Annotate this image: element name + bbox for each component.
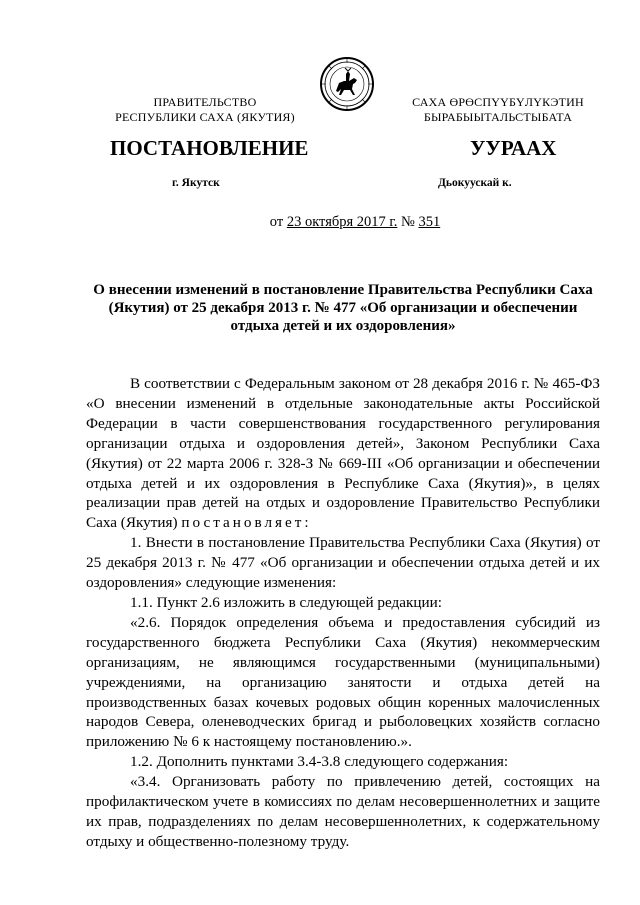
paragraph-item-2-6: «2.6. Порядок определения объема и предоставления субсидий из государственного бюджета Республики Саха (Якутия) некоммерческим организациям, не являющимся государственными (муниципальными) учреждениями, на организацию занятости и отдыха детей на производственных базах кочевых родовых общин коренных малочисленных народов Севера, оленеводческих бригад и рыболовецких хозяйств согласно приложению № 6 к настоящему постановлению.». — [86, 613, 600, 751]
government-name-russian — [100, 95, 310, 125]
header-left-line2: РЕСПУБЛИКИ САХА (ЯКУТИЯ) — [115, 110, 295, 124]
paragraph-item-3-4: «3.4. Организовать работу по привлечению детей, состоящих на профилактическом учете в комиссиях по делам несовершеннолетних и защите их прав, подразделениях по делам несовершеннолетних, к содержательному отдыху и общественно-полезному труду. — [86, 773, 600, 850]
city-sakha: Дьокуускай к. — [438, 177, 512, 189]
paragraph-item-1: 1. Внести в постановление Правительства Республики Саха (Якутия) от 25 декабря 2013 г. № 477 «Об организации и обеспечении отдыха детей и их оздоровления» следующие изменения: — [86, 534, 600, 592]
doc-type-russian: ПОСТАНОВЛЕНИЕ — [110, 136, 309, 160]
paragraph-item-1-1: 1.1. Пункт 2.6 изложить в следующей редакции: — [130, 593, 443, 611]
city-russian: г. Якутск — [172, 177, 220, 189]
number-label: № — [397, 214, 419, 230]
preamble-end: : — [304, 514, 309, 532]
date-prefix: от — [269, 214, 287, 230]
document-title: О внесении изменений в постановление Правительства Республики Саха (Якутия) от 25 декабря 2013 г. № 477 «Об организации и обеспечении отдыха детей и их оздоровления» — [93, 282, 593, 334]
header-left-line1: ПРАВИТЕЛЬСТВО — [153, 95, 257, 109]
document-body — [86, 374, 600, 852]
coat-of-arms-emblem — [319, 56, 375, 112]
document-number: 351 — [418, 214, 441, 230]
preamble-text: В соответствии с Федеральным законом от 28 декабря 2016 г. № 465-ФЗ «О внесении изменений в отдельные законодательные акты Российской Федерации в части совершенствования государственного регулирования организации отдыха и оздоровления детей», Законом Республики Саха (Якутия) от 22 марта 2006 г. 328-З № 669-III «Об организации и обеспечении отдыха детей и их оздоровления в Республике Саха (Якутия)», в целях реализации прав детей на отдых и оздоровление Правительство Республики Саха (Якутия) — [86, 375, 600, 532]
decree-word: постановляет — [181, 514, 305, 532]
header-right-line1: САХА ӨРӨСПҮҮБҮЛҮКЭТИН — [412, 95, 584, 109]
paragraph-item-1-2: 1.2. Дополнить пунктами 3.4-3.8 следующего содержания: — [130, 753, 509, 771]
document-date: 23 октября 2017 г. — [286, 214, 398, 230]
paragraph-preamble — [86, 374, 600, 533]
header-right-line2: БЫРАБЫЫТАЛЬСТЫБАТА — [423, 110, 573, 124]
government-name-sakha — [378, 95, 618, 125]
date-number-line — [0, 213, 640, 231]
doc-type-sakha: УУРААХ — [470, 136, 557, 160]
